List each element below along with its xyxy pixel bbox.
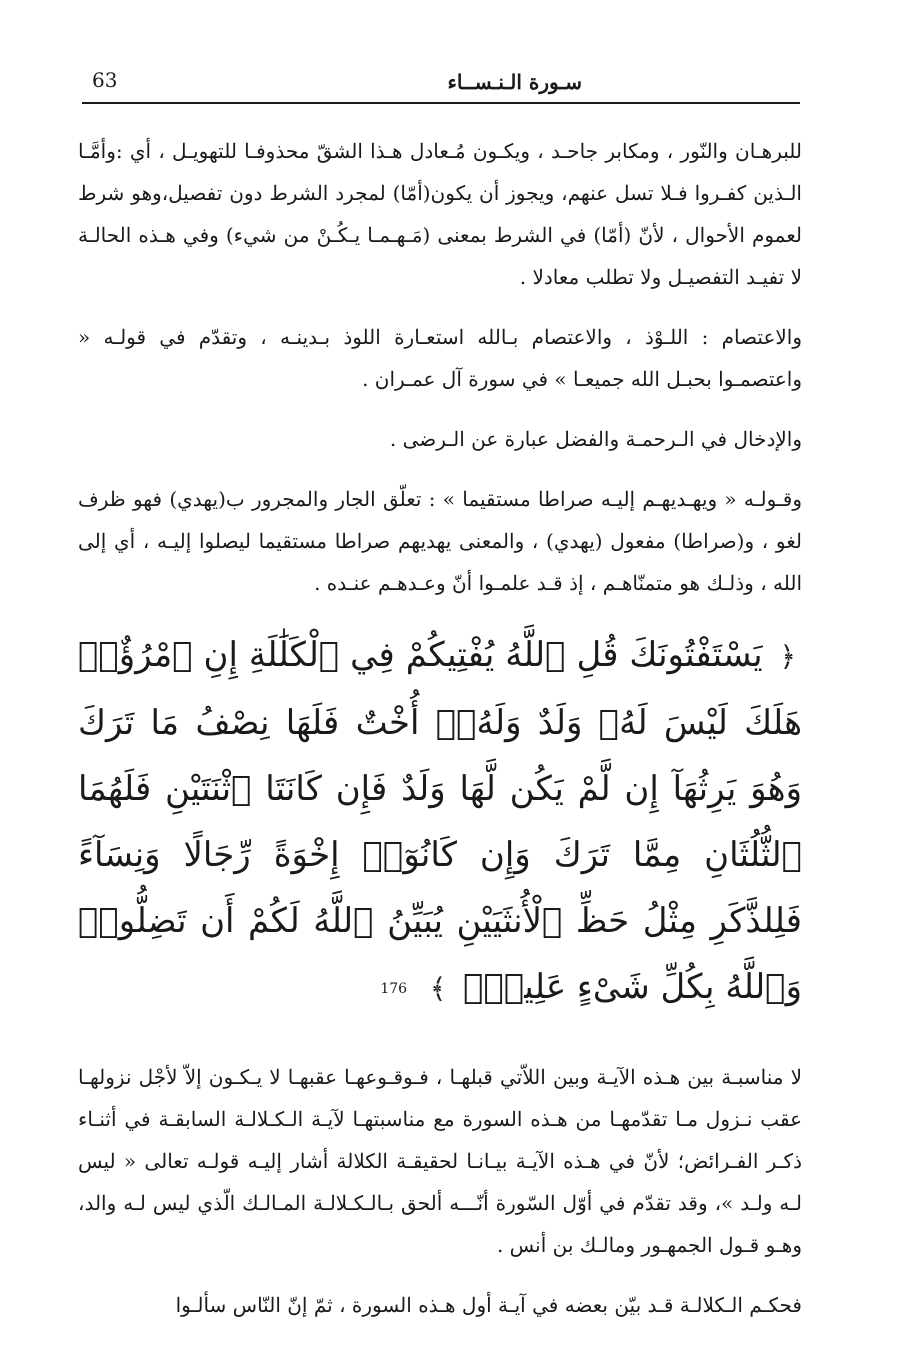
verse-text: يَسْتَفْتُونَكَ قُلِ ٱللَّهُ يُفْتِيكُمْ فِي ٱلْكَلَٰلَةِ إِنِ ٱمْرُؤٌا۟ هَلَكَ لَيْسَ لَهُۥ وَلَدٌ وَلَهُۥٓ أُخْتٌ فَلَهَا نِصْفُ مَا تَرَكَ وَهُوَ يَرِثُهَآ إِن لَّمْ يَكُن لَّهَا وَلَدٌ فَإِن كَانَتَا ٱثْنَتَيْنِ فَلَهُمَا ٱلثُّلُثَانِ مِمَّا تَرَكَ وَإِن كَانُوٓا۟ إِخْوَةً رِّجَالًا وَنِسَآءً فَلِلذَّكَرِ مِثْلُ حَظِّ ٱلْأُنثَيَيْنِ يُبَيِّنُ ٱللَّهُ لَكُمْ أَن تَضِلُّوا۟ وَٱللَّهُ بِكُلِّ شَىْءٍ عَلِيمٌۢ (78, 635, 802, 1007)
paragraph-4: وقـولـه « ويهـديهـم إليـه صراطا مستقيما » : تعلّق الجار والمجرور ب(يهدي) فهو ظرف لغو ، و(صراطا) مفعول (يهدي) ، والمعنى يهديهم صراطا مستقيما ليصلوا إليـه ، أي إلى الله ، وذلـك هو متمنّاهـم ، إذ قـد علمـوا أنّ وعـدهـم عنـده . (78, 487, 802, 595)
surah-title: سـورة الـنـســاء (447, 70, 582, 94)
paragraph-1: للبرهـان والنّور ، ومكابر جاحـد ، ويكـون مُـعادل هـذا الشقّ محذوفـا للتهويـل ، أي :وأمَّـا الـذين كفـروا فـلا تسل عنهم، ويجوز أن يكون(أمّا) لمجرد الشرط دون تفصيل،وهو شرط لعموم الأحوال ، لأنّ (أمّا) في الشرط بمعنى (مَـهـمـا يـكُـنْ من شيء) وفي هـذه الحالـة لا تفيـد التفصيـل ولا تطلب معادلا . (78, 139, 802, 289)
paragraph-3: والإدخال في الـرحمـة والفضل عبارة عن الـرضى . (389, 427, 802, 451)
paragraph-6: فحكـم الـكلالـة قـد بيّن بعضه في آيـة أول هـذه السورة ، ثمّ إنّ النّاس سألـوا (175, 1293, 802, 1317)
paragraph-2: والاعتصام : اللـوْذ ، والاعتصام بـالله استعـارة اللوذ بـدينـه ، وتقدّم في قولـه « واعتصمـوا بحبـل الله جميعـا » في سورة آل عمـران . (78, 325, 802, 391)
quran-verse (78, 622, 802, 1022)
page-header (82, 62, 802, 102)
verse-open-ornament: ﴿ (779, 640, 796, 673)
verse-close-ornament: ﴾ (429, 972, 447, 1005)
header-divider (82, 102, 800, 104)
page-body (78, 130, 802, 1344)
page-number: 63 (92, 68, 118, 92)
verse-number: 176 (380, 981, 408, 997)
paragraph-5: لا مناسبـة بين هـذه الآيـة وبين اللاّتي قبلهـا ، فـوقـوعهـا عقبهـا لا يـكـون إلاّ لأجْل نزولهـا عقب نـزول مـا تقدّمهـا من هـذه السورة مع مناسبتهـا لآيـة الـكـلالـة السابقـة في أثنـاء ذكـر الفـرائض؛ لأنّ في هـذه الآيـة بيـانـا لحقيقـة الكلالة أشار إليـه قولـه تعالى « ليس لـه ولـد »، وقد تقدّم في أوّل السّورة أنّـــه ألحق بـالـكـلالـة المـالـك الّذي ليس لـه والد، وهـو قـول الجمهـور ومالـك بن أنس . (78, 1065, 803, 1257)
